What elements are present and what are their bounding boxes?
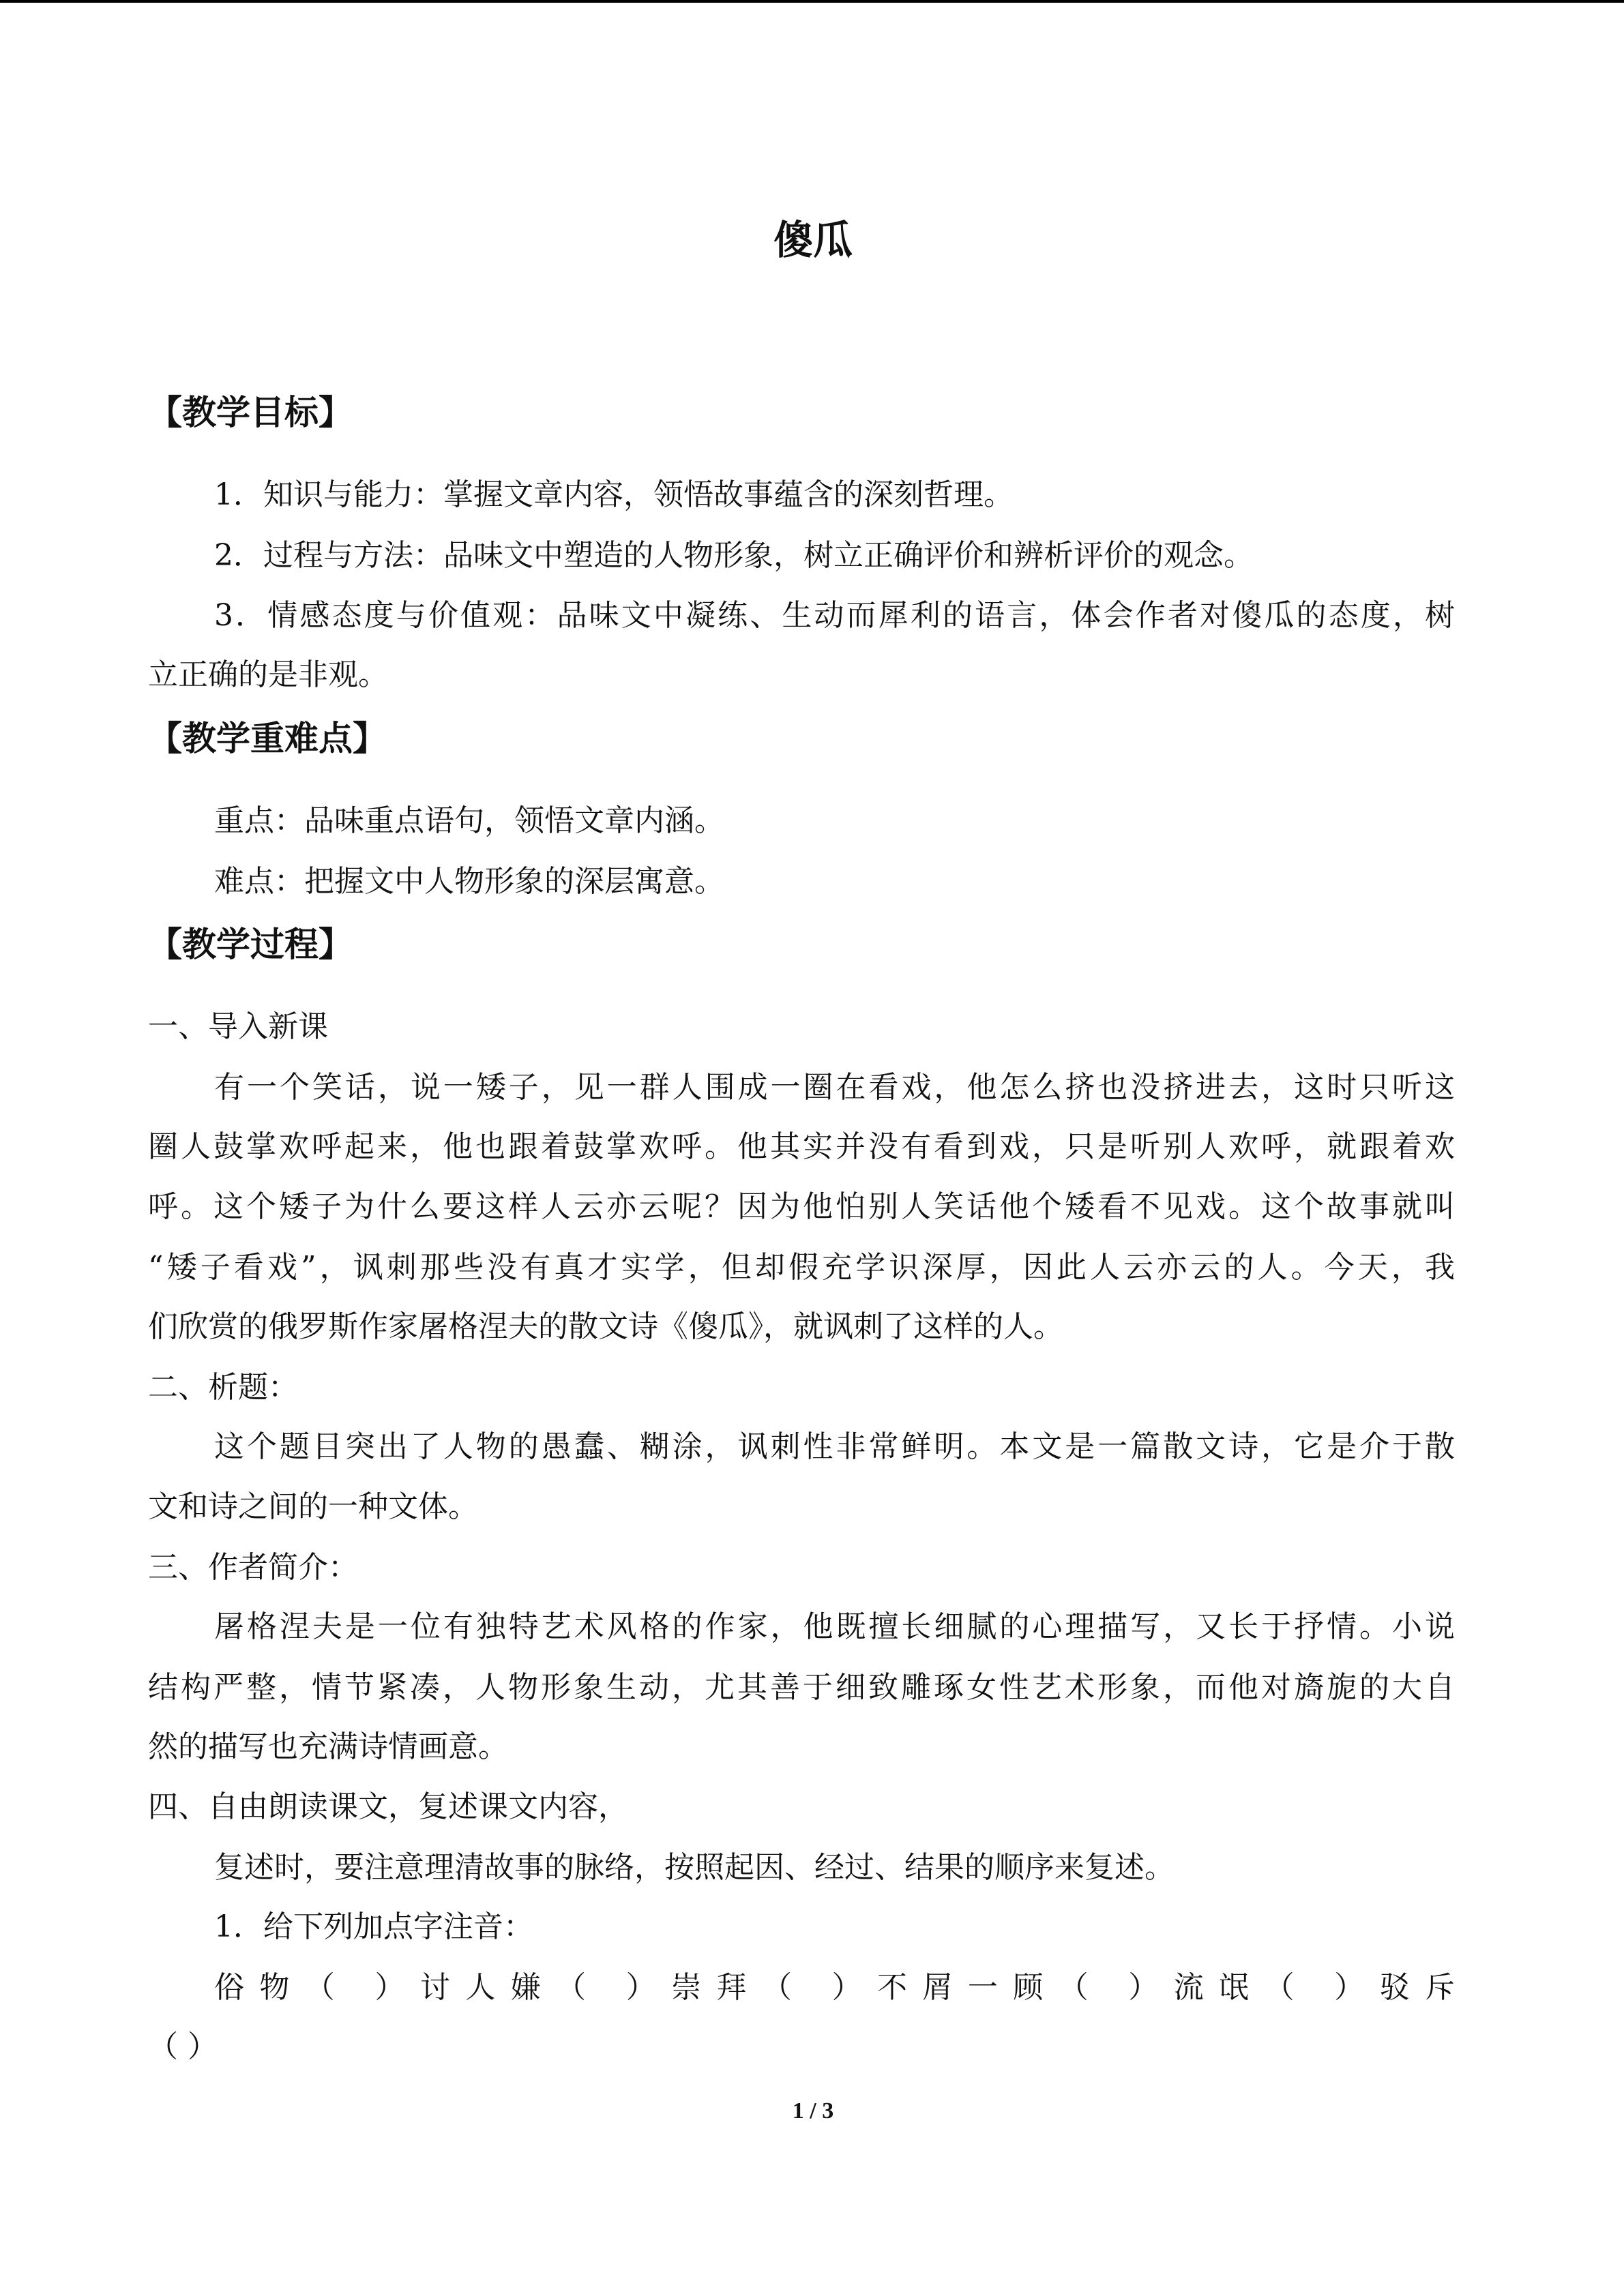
top-border-line <box>0 0 1624 3</box>
part-3-title: 三、作者简介： <box>148 1550 358 1585</box>
exercise-pinyin-line-1: 俗物（ ）讨人嫌（ ）崇拜（ ）不屑一顾（ ）流氓（ ）驳斥 <box>214 1970 1455 2005</box>
key-point-text: 重点：品味重点语句，领悟文章内涵。 <box>214 803 724 838</box>
exercise-pinyin-line-2: （ ） <box>148 2029 218 2064</box>
part-1-line-1: 有一个笑话，说一矮子，见一群人围成一圈在看戏，他怎么挤也没挤进去，这时只听这 <box>214 1070 1455 1105</box>
part-3-line-2: 结构严整，情节紧凑，人物形象生动，尤其善于细致雕琢女性艺术形象，而他对旖旎的大自 <box>148 1670 1455 1705</box>
objective-item-3-line-2: 立正确的是非观。 <box>148 657 388 692</box>
difficult-point-text: 难点：把握文中人物形象的深层寓意。 <box>214 864 724 899</box>
part-3-line-3: 然的描写也充满诗情画意。 <box>148 1729 508 1764</box>
process-heading: 【教学过程】 <box>148 925 353 964</box>
part-1-line-3: 呼。这个矮子为什么要这样人云亦云呢？因为他怕别人笑话他个矮看不见戏。这个故事就叫 <box>148 1189 1455 1224</box>
objective-item-3-line-1: 3．情感态度与价值观：品味文中凝练、生动而犀利的语言，体会作者对傻瓜的态度，树 <box>214 598 1455 633</box>
part-1-line-2: 圈人鼓掌欢呼起来，他也跟着鼓掌欢呼。他其实并没有看到戏，只是听别人欢呼，就跟着欢 <box>148 1129 1455 1164</box>
exercise-title: 1．给下列加点字注音： <box>214 1909 533 1944</box>
key-points-heading: 【教学重难点】 <box>148 719 387 758</box>
part-1-line-4: “矮子看戏”，讽刺那些没有真才实学，但却假充学识深厚，因此人云亦云的人。今天，我 <box>148 1250 1455 1285</box>
objectives-heading: 【教学目标】 <box>148 393 353 432</box>
part-2-line-2: 文和诗之间的一种文体。 <box>148 1489 478 1524</box>
part-2-line-1: 这个题目突出了人物的愚蠢、糊涂，讽刺性非常鲜明。本文是一篇散文诗，它是介于散 <box>214 1429 1455 1464</box>
document-title: 傻瓜 <box>773 217 853 263</box>
part-1-line-5: 们欣赏的俄罗斯作家屠格涅夫的散文诗《傻瓜》，就讽刺了这样的人。 <box>148 1309 1063 1344</box>
page-number: 1 / 3 <box>792 2098 834 2123</box>
objective-item-1: 1．知识与能力：掌握文章内容，领悟故事蕴含的深刻哲理。 <box>214 477 1014 512</box>
part-2-title: 二、析题： <box>148 1370 298 1405</box>
part-4-title: 四、自由朗读课文，复述课文内容， <box>148 1789 628 1824</box>
part-4-retell-text: 复述时，要注意理清故事的脉络，按照起因、经过、结果的顺序来复述。 <box>214 1850 1175 1885</box>
part-1-title: 一、导入新课 <box>148 1009 328 1044</box>
part-3-line-1: 屠格涅夫是一位有独特艺术风格的作家，他既擅长细腻的心理描写，又长于抒情。小说 <box>214 1609 1455 1644</box>
objective-item-2: 2．过程与方法：品味文中塑造的人物形象，树立正确评价和辨析评价的观念。 <box>214 538 1254 573</box>
